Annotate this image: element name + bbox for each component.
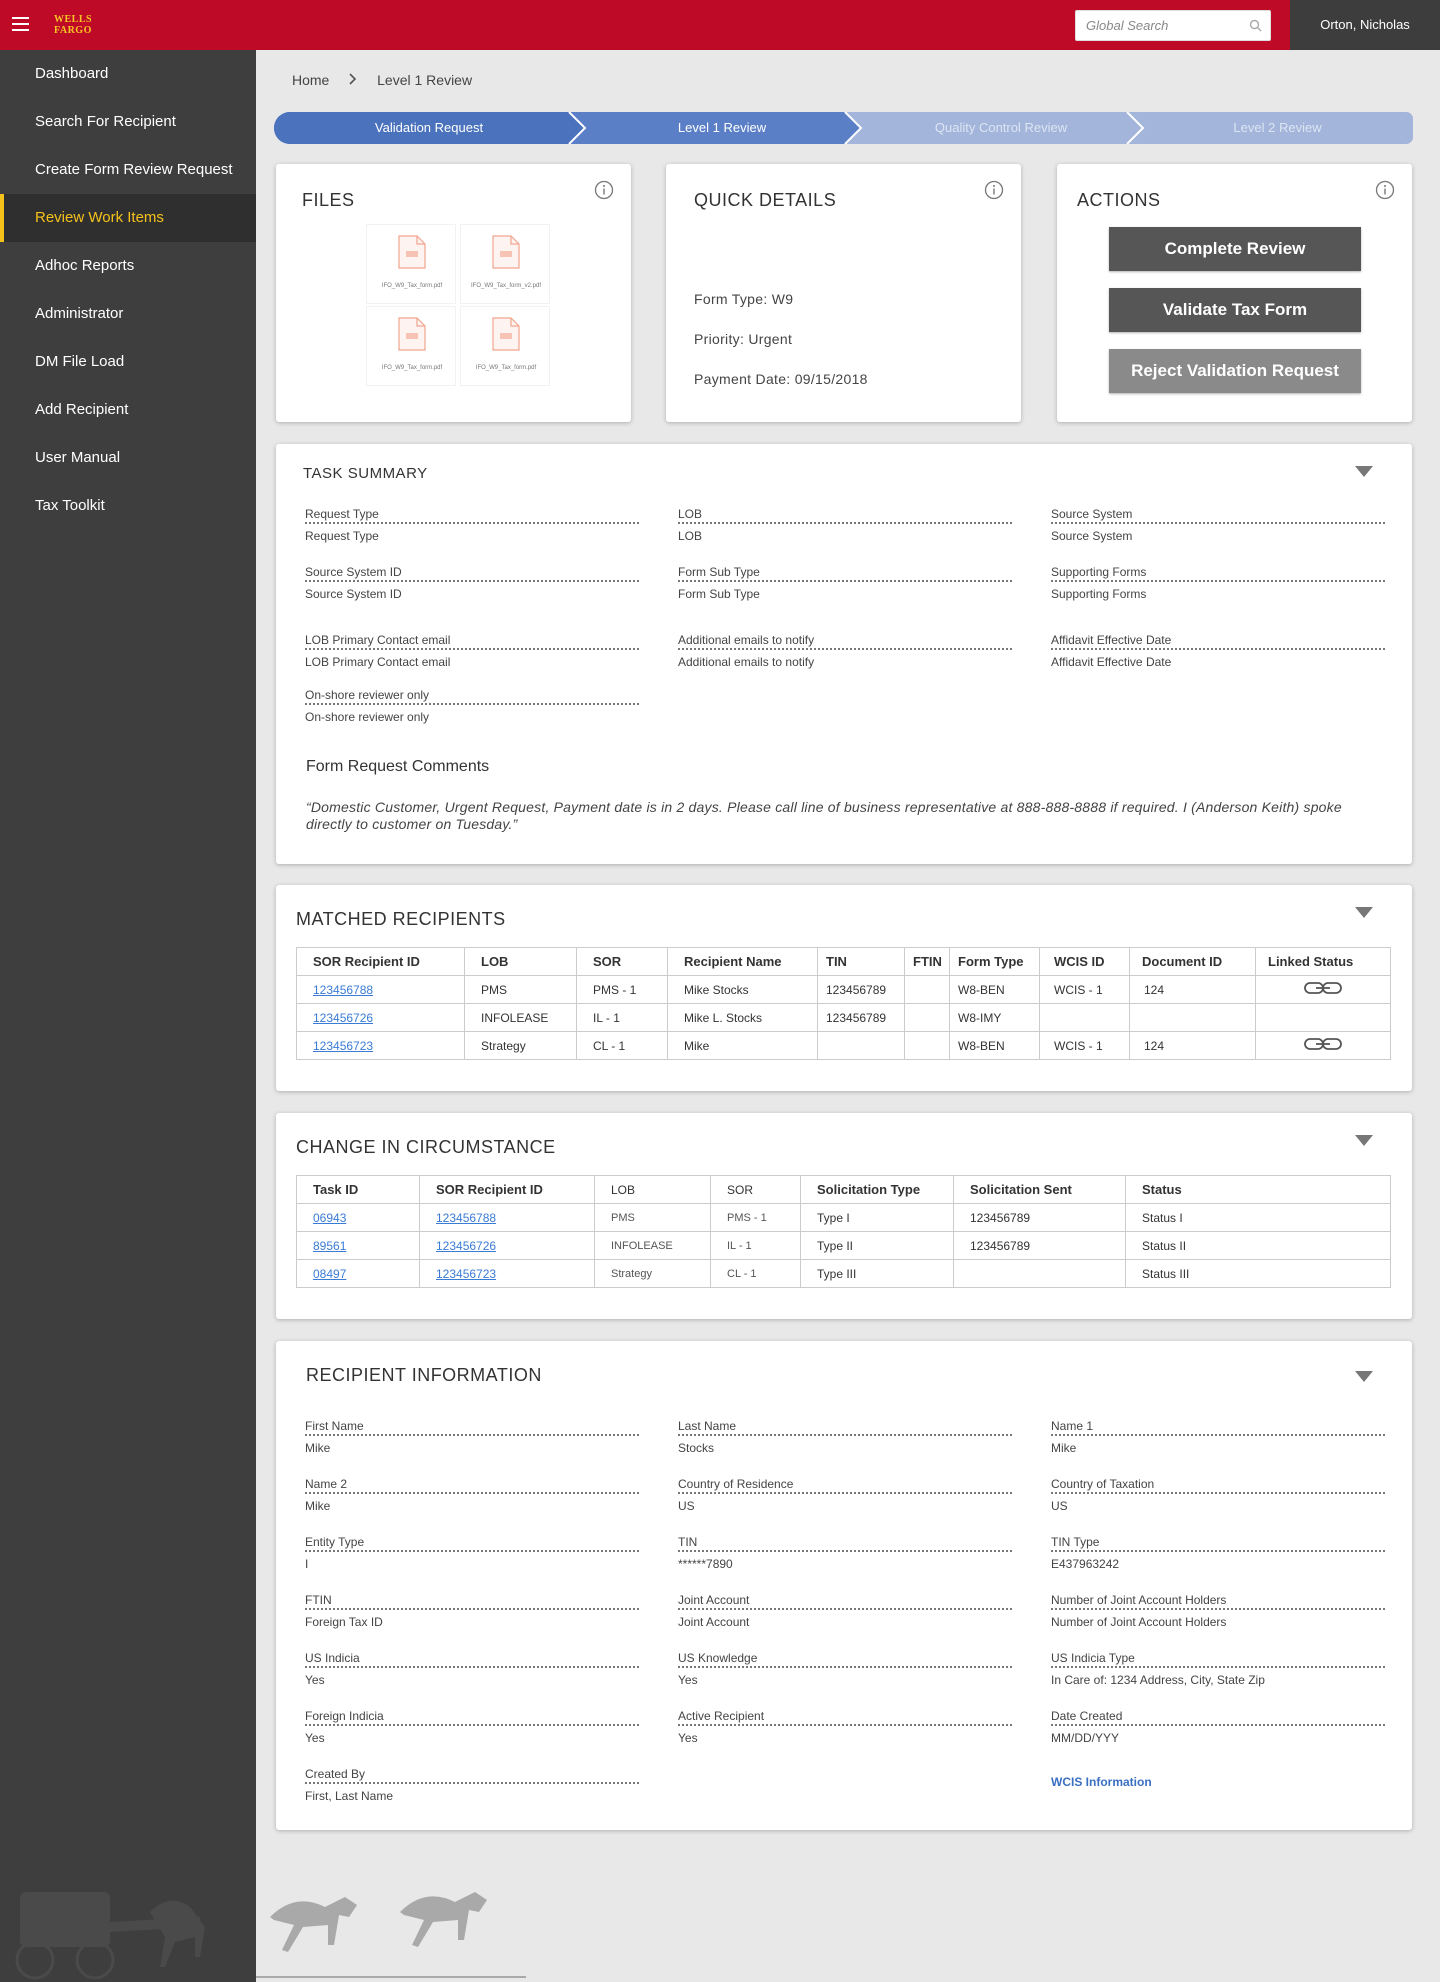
column-header[interactable]: WCIS ID: [1040, 948, 1130, 976]
table-row: [297, 976, 1391, 1004]
task-id-link[interactable]: 08497: [313, 1266, 347, 1281]
quick-details-title: QUICK DETAILS: [694, 190, 837, 210]
field-label: Request Type: [305, 507, 379, 521]
document-id-cell: 124: [1130, 976, 1256, 1004]
column-header[interactable]: Task ID: [297, 1176, 420, 1204]
field-value: Yes: [678, 1673, 698, 1687]
field-label: Form Sub Type: [678, 565, 760, 579]
status-cell: Status III: [1126, 1260, 1391, 1288]
info-icon[interactable]: [1375, 180, 1395, 200]
column-header[interactable]: Form Type: [950, 948, 1040, 976]
field-label: Joint Account: [678, 1593, 750, 1607]
field-label: TIN Type: [1051, 1535, 1100, 1549]
field-value: Stocks: [678, 1441, 715, 1455]
task-summary-card: [276, 444, 1412, 864]
tin-cell: 123456789: [818, 976, 905, 1004]
field-label: Created By: [305, 1767, 366, 1781]
user-menu[interactable]: Orton, Nicholas: [1290, 0, 1440, 50]
field-foreign-indicia: [305, 1710, 639, 1745]
field-created-by: [305, 1768, 639, 1803]
sor-recipient-id-link[interactable]: 123456726: [313, 1010, 374, 1025]
sidebar-item-tax-toolkit[interactable]: Tax Toolkit: [35, 497, 105, 514]
recipient-name-cell: Mike Stocks: [668, 976, 818, 1004]
wcis-id-cell: [1040, 1004, 1130, 1032]
sidebar-item-create-form-review-request[interactable]: Create Form Review Request: [35, 161, 233, 178]
field-value: MM/DD/YYY: [1051, 1731, 1120, 1745]
field-label: Foreign Indicia: [305, 1709, 384, 1723]
field-value: Joint Account: [678, 1615, 750, 1629]
sor-cell: PMS - 1: [711, 1204, 801, 1232]
column-header[interactable]: SOR Recipient ID: [420, 1176, 595, 1204]
sidebar: [0, 50, 256, 1982]
field-label: Supporting Forms: [1051, 565, 1147, 579]
file-tile[interactable]: [366, 306, 456, 386]
field-lob-primary-contact-email: [305, 634, 639, 669]
field-supporting-forms: [1051, 566, 1385, 601]
sidebar-item-dashboard[interactable]: Dashboard: [35, 65, 109, 82]
review-progress-steps: [274, 112, 1413, 144]
field-additional-emails: [678, 634, 1012, 669]
field-value: Yes: [305, 1731, 325, 1745]
actions-card: [1057, 164, 1412, 422]
sidebar-item-user-manual[interactable]: User Manual: [35, 449, 121, 466]
tin-cell: 123456789: [818, 1004, 905, 1032]
sidebar-item-review-work-items[interactable]: Review Work Items: [0, 194, 256, 242]
change-in-circumstance-title: CHANGE IN CIRCUMSTANCE: [296, 1137, 556, 1157]
field-label: Date Created: [1051, 1709, 1123, 1723]
field-label: On-shore reviewer only: [305, 688, 430, 702]
complete-review-button[interactable]: Complete Review: [1109, 227, 1361, 271]
task-summary-title: TASK SUMMARY: [303, 465, 428, 482]
table-row: [297, 1232, 1391, 1260]
pdf-file-icon: [492, 235, 520, 269]
table-row: [297, 1204, 1391, 1232]
field-us-indicia: [305, 1652, 639, 1687]
stagecoach-watermark-icon: [0, 1872, 530, 1982]
info-icon[interactable]: [984, 180, 1004, 200]
field-value: US: [678, 1499, 695, 1513]
sor-recipient-id-link[interactable]: 123456788: [313, 982, 374, 997]
table-header-row: [297, 1176, 1391, 1204]
field-label: First Name: [305, 1419, 364, 1433]
field-label: Active Recipient: [678, 1709, 765, 1723]
task-id-link[interactable]: 89561: [313, 1238, 347, 1253]
field-form-sub-type: [678, 566, 1012, 601]
field-label: Number of Joint Account Holders: [1051, 1593, 1227, 1607]
recipient-name-cell: Mike L. Stocks: [668, 1004, 818, 1032]
column-header[interactable]: Solicitation Sent: [954, 1176, 1126, 1204]
file-tile[interactable]: [460, 224, 550, 304]
field-number-of-joint-account-holders: [1051, 1594, 1385, 1629]
hamburger-menu-icon[interactable]: [12, 17, 29, 31]
breadcrumb-home[interactable]: Home: [292, 72, 330, 88]
step-validation-request[interactable]: Validation Request: [374, 120, 484, 135]
field-joint-account: [678, 1594, 1012, 1629]
table-row: [297, 1004, 1391, 1032]
file-name: IFO_W9_Tax_form.pdf: [381, 283, 443, 289]
field-affidavit-effective-date: [1051, 634, 1385, 669]
field-label: Source System ID: [305, 565, 402, 579]
field-value: Request Type: [305, 529, 379, 543]
form-type-cell: W8-BEN: [950, 1032, 1040, 1060]
logo-line-1: WELLS: [54, 14, 93, 25]
field-active-recipient: [678, 1710, 1012, 1745]
field-value: Supporting Forms: [1051, 587, 1147, 601]
form-request-comments: “Domestic Customer, Urgent Request, Payment date is in 2 days. Please call line of business representative at 888-888-8888 if required. I (Anderson Keith) spoke directly to customer on Tuesday.”: [306, 799, 1342, 832]
matched-recipients-table: [296, 947, 1391, 1060]
matched-recipients-title: MATCHED RECIPIENTS: [296, 909, 506, 929]
lob-cell: INFOLEASE: [465, 1004, 577, 1032]
change-in-circumstance-card: [276, 1113, 1412, 1319]
breadcrumb: [292, 72, 472, 88]
field-label: Entity Type: [305, 1535, 365, 1549]
sor-recipient-id-link[interactable]: 123456723: [436, 1266, 497, 1281]
column-header[interactable]: SOR Recipient ID: [297, 948, 465, 976]
field-label: Name 2: [305, 1477, 348, 1491]
field-value: Yes: [678, 1731, 698, 1745]
wcis-id-cell: WCIS - 1: [1040, 1032, 1130, 1060]
collapse-caret-icon[interactable]: [1355, 466, 1373, 477]
file-tile[interactable]: [460, 306, 550, 386]
field-value: On-shore reviewer only: [305, 710, 430, 724]
column-header[interactable]: TIN: [818, 948, 905, 976]
column-header[interactable]: SOR: [711, 1176, 801, 1204]
form-type-cell: W8-IMY: [950, 1004, 1040, 1032]
field-label: LOB: [678, 507, 703, 521]
field-value: Number of Joint Account Holders: [1051, 1615, 1227, 1629]
chevron-right-icon: [349, 72, 357, 88]
breadcrumb-current: Level 1 Review: [377, 72, 473, 88]
status-cell: Status II: [1126, 1232, 1391, 1260]
column-header[interactable]: FTIN: [905, 948, 950, 976]
pdf-file-icon: [492, 317, 520, 351]
sidebar-item-add-recipient[interactable]: Add Recipient: [35, 401, 129, 418]
field-value: Mike: [305, 1499, 331, 1513]
recipient-name-cell: Mike: [668, 1032, 818, 1060]
payment-date: Payment Date: 09/15/2018: [694, 371, 868, 387]
field-label: TIN: [678, 1535, 698, 1549]
sor-cell: PMS - 1: [577, 976, 668, 1004]
document-id-cell: 124: [1130, 1032, 1256, 1060]
logo-line-2: FARGO: [54, 25, 92, 36]
field-value: US: [1051, 1499, 1068, 1513]
ftin-cell: [905, 976, 950, 1004]
step-level-1-review[interactable]: Level 1 Review: [677, 120, 767, 135]
wells-fargo-logo[interactable]: [54, 14, 92, 36]
top-bar: [0, 0, 1440, 50]
table-row: [297, 1032, 1391, 1060]
field-value: Source System: [1051, 529, 1133, 543]
ftin-cell: [905, 1032, 950, 1060]
sor-cell: IL - 1: [711, 1232, 801, 1260]
field-value: Yes: [305, 1673, 325, 1687]
sor-recipient-id-link[interactable]: 123456723: [313, 1038, 374, 1053]
column-header[interactable]: SOR: [577, 948, 668, 976]
search-icon[interactable]: [1249, 19, 1262, 32]
form-type-cell: W8-BEN: [950, 976, 1040, 1004]
column-header[interactable]: Linked Status: [1256, 948, 1391, 976]
form-request-comments-title: Form Request Comments: [306, 758, 490, 775]
solicitation-sent-cell: [954, 1260, 1126, 1288]
ftin-cell: [905, 1004, 950, 1032]
lob-cell: PMS: [595, 1204, 711, 1232]
field-label: US Indicia: [305, 1651, 360, 1665]
lob-cell: Strategy: [595, 1260, 711, 1288]
linked-status-cell: [1256, 1004, 1391, 1032]
lob-cell: PMS: [465, 976, 577, 1004]
field-value: LOB: [678, 529, 703, 543]
field-name-2: [305, 1478, 639, 1513]
column-header[interactable]: LOB: [465, 948, 577, 976]
sidebar-item-adhoc-reports[interactable]: Adhoc Reports: [35, 257, 135, 274]
field-lob: [678, 508, 1012, 543]
field-label: Additional emails to notify: [678, 633, 815, 647]
field-tin-type: [1051, 1536, 1385, 1571]
field-label: Country of Residence: [678, 1477, 794, 1491]
actions-title: ACTIONS: [1077, 190, 1161, 210]
change-in-circumstance-table: [296, 1175, 1391, 1288]
step-quality-control-review[interactable]: Quality Control Review: [934, 120, 1068, 135]
sidebar-item-dm-file-load[interactable]: DM File Load: [35, 353, 125, 370]
pdf-file-icon: [398, 317, 426, 351]
field-ftin: [305, 1594, 639, 1629]
field-tin: [678, 1536, 1012, 1571]
quick-details-card: [666, 164, 1021, 422]
form-type: Form Type: W9: [694, 291, 794, 307]
field-name-1: [1051, 1420, 1385, 1455]
field-source-system-id: [305, 566, 639, 601]
step-level-2-review[interactable]: Level 2 Review: [1233, 120, 1322, 135]
table-row: [297, 1260, 1391, 1288]
sor-cell: IL - 1: [577, 1004, 668, 1032]
file-name: IFO_W9_Tax_form.pdf: [475, 365, 537, 371]
sor-cell: CL - 1: [711, 1260, 801, 1288]
field-first-name: [305, 1420, 639, 1455]
field-value: ******7890: [678, 1557, 733, 1571]
field-value: Foreign Tax ID: [305, 1615, 383, 1629]
field-entity-type: [305, 1536, 639, 1571]
field-label: FTIN: [305, 1593, 332, 1607]
validate-tax-form-button[interactable]: Validate Tax Form: [1109, 288, 1361, 332]
files-title: FILES: [302, 190, 355, 210]
field-label: Last Name: [678, 1419, 737, 1433]
field-us-knowledge: [678, 1652, 1012, 1687]
field-label: US Knowledge: [678, 1651, 758, 1665]
link-icon[interactable]: [1304, 981, 1342, 995]
field-label: Affidavit Effective Date: [1051, 633, 1172, 647]
lob-cell: Strategy: [465, 1032, 577, 1060]
sidebar-item-search-for-recipient[interactable]: Search For Recipient: [35, 113, 176, 130]
field-value: Additional emails to notify: [678, 655, 815, 669]
wcis-information-link[interactable]: WCIS Information: [1051, 1775, 1152, 1789]
collapse-caret-icon[interactable]: [1355, 1135, 1373, 1146]
collapse-caret-icon[interactable]: [1355, 1371, 1373, 1382]
solicitation-sent-cell: 123456789: [954, 1204, 1126, 1232]
pdf-file-icon: [398, 235, 426, 269]
solicitation-sent-cell: 123456789: [954, 1232, 1126, 1260]
files-card: [276, 164, 631, 422]
field-country-of-taxation: [1051, 1478, 1385, 1513]
field-label: US Indicia Type: [1051, 1651, 1135, 1665]
field-label: LOB Primary Contact email: [305, 633, 451, 647]
field-value: Mike: [305, 1441, 331, 1455]
field-label: Country of Taxation: [1051, 1477, 1155, 1491]
column-header[interactable]: Document ID: [1130, 948, 1256, 976]
field-label: Source System: [1051, 507, 1133, 521]
status-cell: Status I: [1126, 1204, 1391, 1232]
field-us-indicia-type: [1051, 1652, 1385, 1687]
sor-recipient-id-link[interactable]: 123456726: [436, 1238, 497, 1253]
tin-cell: [818, 1032, 905, 1060]
field-value: In Care of: 1234 Address, City, State Zip: [1051, 1673, 1265, 1687]
column-header[interactable]: Recipient Name: [668, 948, 818, 976]
field-request-type: [305, 508, 639, 543]
global-search-input[interactable]: [1076, 11, 1246, 40]
sor-cell: CL - 1: [577, 1032, 668, 1060]
field-country-of-residence: [678, 1478, 1012, 1513]
column-header[interactable]: Status: [1126, 1176, 1391, 1204]
solicitation-type-cell: Type III: [801, 1260, 954, 1288]
table-header-row: [297, 948, 1391, 976]
field-source-system: [1051, 508, 1385, 543]
lob-cell: INFOLEASE: [595, 1232, 711, 1260]
document-id-cell: [1130, 1004, 1256, 1032]
field-value: LOB Primary Contact email: [305, 655, 451, 669]
field-value: Source System ID: [305, 587, 402, 601]
field-value: Form Sub Type: [678, 587, 760, 601]
field-value: Affidavit Effective Date: [1051, 655, 1172, 669]
field-value: E437963242: [1051, 1557, 1120, 1571]
sor-recipient-id-link[interactable]: 123456788: [436, 1210, 497, 1225]
global-search: [1075, 10, 1271, 41]
matched-recipients-card: [276, 885, 1412, 1091]
column-header[interactable]: LOB: [595, 1176, 711, 1204]
field-value: I: [305, 1557, 309, 1571]
field-value: Mike: [1051, 1441, 1077, 1455]
field-date-created: [1051, 1710, 1385, 1745]
field-on-shore-reviewer-only: [305, 689, 639, 724]
file-tile[interactable]: [366, 224, 456, 304]
link-icon[interactable]: [1304, 1037, 1342, 1051]
recipient-information-card: [276, 1341, 1412, 1830]
reject-validation-request-button[interactable]: Reject Validation Request: [1109, 349, 1361, 393]
task-id-link[interactable]: 06943: [313, 1210, 347, 1225]
wcis-id-cell: WCIS - 1: [1040, 976, 1130, 1004]
field-label: Name 1: [1051, 1419, 1094, 1433]
priority: Priority: Urgent: [694, 331, 793, 347]
field-last-name: [678, 1420, 1012, 1455]
info-icon[interactable]: [594, 180, 614, 200]
sidebar-item-administrator[interactable]: Administrator: [35, 305, 124, 322]
collapse-caret-icon[interactable]: [1355, 907, 1373, 918]
file-name: IFO_W9_Tax_form.pdf: [381, 365, 443, 371]
file-name: IFO_W9_Tax_form_v2.pdf: [470, 283, 542, 289]
recipient-information-title: RECIPIENT INFORMATION: [306, 1365, 542, 1385]
field-value: First, Last Name: [305, 1789, 394, 1803]
solicitation-type-cell: Type I: [801, 1204, 954, 1232]
column-header[interactable]: Solicitation Type: [801, 1176, 954, 1204]
solicitation-type-cell: Type II: [801, 1232, 954, 1260]
